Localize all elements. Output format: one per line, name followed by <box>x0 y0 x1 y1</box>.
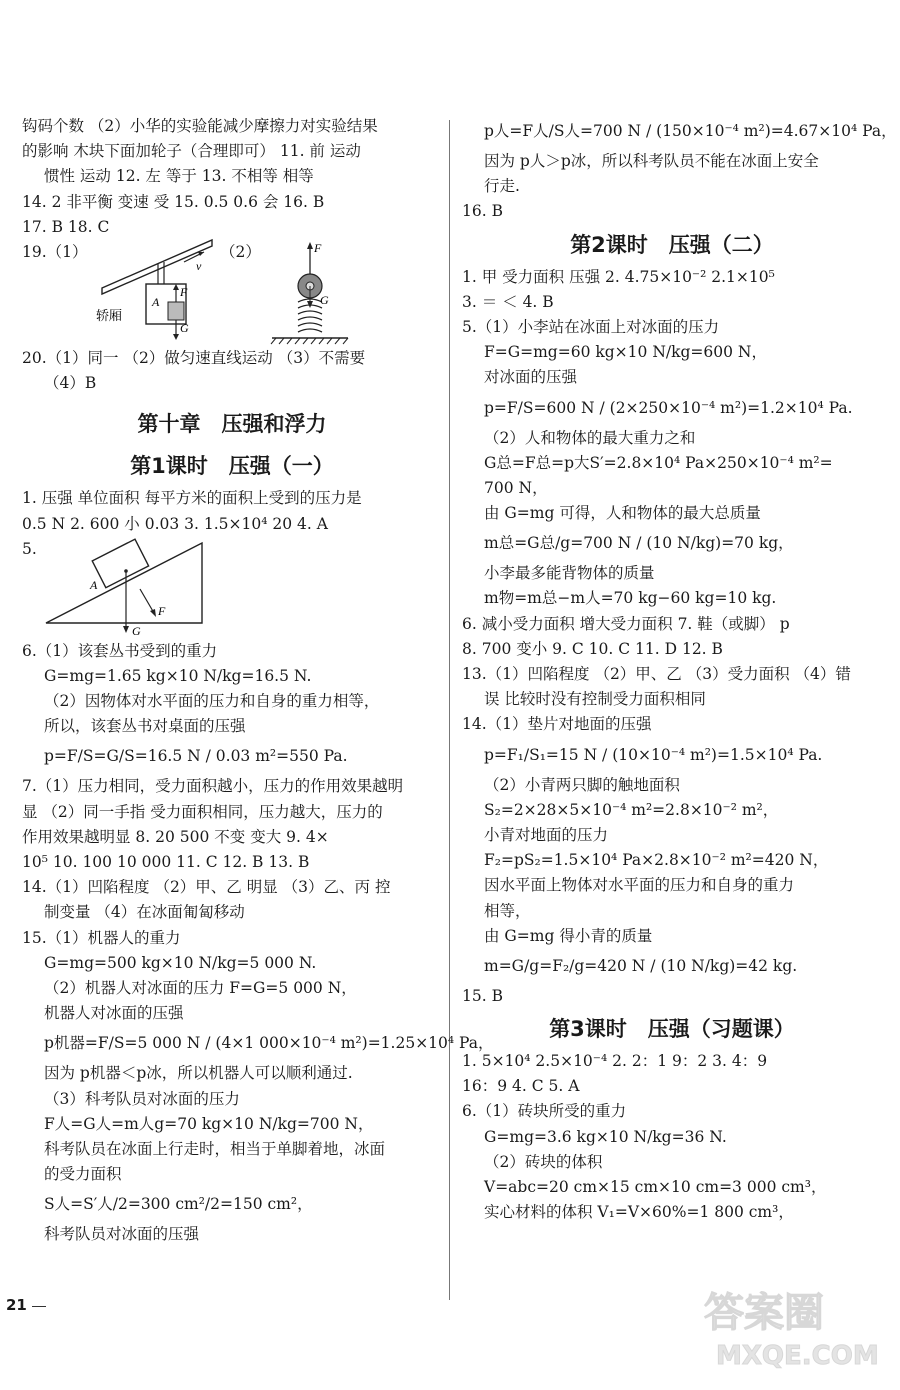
text-line: 8. 700 变小 9. C 10. C 11. D 12. B <box>462 639 723 658</box>
lesson-title: 第3课时 压强（习题课） <box>549 1017 795 1042</box>
text-line: 10⁵ 10. 100 10 000 11. C 12. B 13. B <box>22 853 310 871</box>
q19-label: 19.（1） <box>22 242 88 261</box>
text-line: 的影响 木块下面加轮子（合理即可） 11. 前 运动 <box>22 142 361 161</box>
text-line: 小青对地面的压力 <box>484 825 609 844</box>
text-line: 16：9 4. C 5. A <box>462 1077 580 1096</box>
formula-line: p=F/S=600 N / (2×250×10⁻⁴ m²)=1.2×10⁴ Pa. <box>484 398 853 417</box>
text-line: G总=F总=p大S′=2.8×10⁴ Pa×250×10⁻⁴ m²= <box>484 453 833 472</box>
text-line: V=abc=20 cm×15 cm×10 cm=3 000 cm³， <box>484 1178 827 1196</box>
svg-text:MXQE.COM: MXQE.COM <box>716 1341 879 1371</box>
text-line: 小李最多能背物体的质量 <box>484 564 655 583</box>
formula-line: p=F/S=G/S=16.5 N / 0.03 m²=550 Pa. <box>44 747 348 766</box>
watermark-logo <box>696 1282 886 1372</box>
text-line: （2）机器人对冰面的压力 F=G=5 000 N， <box>44 978 357 997</box>
text-line: 因为 p机器＜p冰，所以机器人可以顺利通过. <box>44 1064 353 1083</box>
text-line: 行走. <box>484 177 520 196</box>
page-number-dash <box>32 1306 46 1307</box>
text-line: 1. 5×10⁴ 2.5×10⁻⁴ 2. 2：1 9：2 3. 4：9 <box>462 1052 768 1071</box>
text-line: 13.（1）凹陷程度 （2）甲、乙 （3）受力面积 （4）错 <box>462 665 851 683</box>
svg-text:轿厢: 轿厢 <box>96 308 123 324</box>
text-line: （2）砖块的体积 <box>484 1152 603 1171</box>
elevator-figure <box>94 240 224 344</box>
text-line: 6.（1）该套丛书受到的重力 <box>22 641 218 660</box>
text-line: 显 （2）同一手指 受力面积相同，压力越大，压力的 <box>22 802 383 821</box>
text-line: 0.5 N 2. 600 小 0.03 3. 1.5×10⁴ 20 4. A <box>22 514 328 533</box>
text-line: 6. 减小受力面积 增大受力面积 7. 鞋（或脚） p <box>462 614 790 633</box>
text-line: 因为 p人＞p冰，所以科考队员不能在冰面上安全 <box>484 152 819 170</box>
text-line: （2）因物体对水平面的压力和自身的重力相等， <box>44 692 380 711</box>
text-line: 20.（1）同一 （2）做匀速直线运动 （3）不需要 <box>22 348 366 367</box>
svg-text:答案圈: 答案圈 <box>704 1290 824 1336</box>
text-line: 惯性 运动 12. 左 等于 13. 不相等 相等 <box>44 167 314 186</box>
text-line: 的受力面积 <box>44 1165 122 1184</box>
lesson-title: 第2课时 压强（二） <box>570 232 774 257</box>
text-line: F₂=pS₂=1.5×10⁴ Pa×2.8×10⁻² m²=420 N， <box>484 851 829 870</box>
text-line: 对冰面的压强 <box>484 368 578 387</box>
text-line: S₂=2×28×5×10⁻⁴ m²=2.8×10⁻² m²， <box>484 800 779 819</box>
page-number: 21 <box>6 1296 27 1314</box>
text-line: 因水平面上物体对水平面的压力和自身的重力 <box>484 876 795 895</box>
text-line: G=mg=500 kg×10 N/kg=5 000 N. <box>44 953 317 972</box>
svg-text:F: F <box>314 240 322 255</box>
text-line: 1. 压强 单位面积 每平方米的面积上受到的压力是 <box>22 489 362 508</box>
text-line: 14.（1）凹陷程度 （2）甲、乙 明显 （3）乙、丙 控 <box>22 878 391 897</box>
text-line: 科考队员在冰面上行走时，相当于单脚着地，冰面 <box>44 1139 386 1158</box>
text-line: 7.（1）压力相同，受力面积越小，压力的作用效果越明 <box>22 777 404 796</box>
text-line: 制变量 （4）在冰面匍匐移动 <box>44 903 245 922</box>
text-line: （4）B <box>44 374 97 393</box>
text-line: 实心材料的体积 V₁=V×60%=1 800 cm³， <box>484 1203 794 1222</box>
formula-line: S人=S′人/2=300 cm²/2=150 cm²， <box>44 1195 313 1214</box>
text-line: 6.（1）砖块所受的重力 <box>462 1102 627 1121</box>
text-line: 15. B <box>462 986 503 1005</box>
text-line: 机器人对冰面的压强 <box>44 1004 184 1023</box>
text-line: 14.（1）垫片对地面的压强 <box>462 715 652 734</box>
svg-text:F: F <box>180 284 188 299</box>
svg-text:v: v <box>196 258 202 273</box>
text-line: 钩码个数 （2）小华的实验能减少摩擦力对实验结果 <box>22 117 378 135</box>
text-line: F=G=mg=60 kg×10 N/kg=600 N， <box>484 343 767 362</box>
text-line: 15.（1）机器人的重力 <box>22 928 181 947</box>
q5-label: 5. <box>22 539 37 558</box>
text-line: m物=m总−m人=70 kg−60 kg=10 kg. <box>484 589 777 608</box>
lesson-title: 第1课时 压强（一） <box>130 454 334 479</box>
formula-line: p人=F人/S人=700 N / (150×10⁻⁴ m²)=4.67×10⁴ Pa， <box>484 122 897 140</box>
formula-line: m=G/g=F₂/g=420 N / (10 N/kg)=42 kg. <box>484 956 798 975</box>
svg-text:A: A <box>152 294 160 309</box>
text-line: 5.（1）小李站在冰面上对冰面的压力 <box>462 317 720 336</box>
right-column <box>462 114 897 1225</box>
text-line: 相等， <box>484 901 531 920</box>
svg-text:A: A <box>90 577 98 592</box>
svg-text:F: F <box>158 603 166 618</box>
q5-figure <box>22 537 442 639</box>
q19-figures <box>22 240 442 346</box>
formula-line: m总=G总/g=700 N / (10 N/kg)=70 kg， <box>484 534 794 553</box>
text-line: 由 G=mg 可得，人和物体的最大总质量 <box>484 504 761 523</box>
text-line: 700 N， <box>484 478 548 497</box>
text-line: （2）小青两只脚的触地面积 <box>484 775 680 794</box>
text-line: 所以，该套丛书对桌面的压强 <box>44 717 246 736</box>
text-line: G=mg=3.6 kg×10 N/kg=36 N. <box>484 1127 727 1146</box>
text-line: 作用效果越明显 8. 20 500 不变 变大 9. 4× <box>22 827 329 846</box>
svg-text:G: G <box>320 292 329 307</box>
formula-line: p机器=F/S=5 000 N / (4×1 000×10⁻⁴ m²)=1.25×10⁴ Pa， <box>44 1034 494 1053</box>
text-line: （2）人和物体的最大重力之和 <box>484 428 696 447</box>
text-line: 1. 甲 受力面积 压强 2. 4.75×10⁻² 2.1×10⁵ <box>462 267 775 286</box>
chapter-title: 第十章 压强和浮力 <box>137 412 327 437</box>
text-line: 由 G=mg 得小青的质量 <box>484 926 653 945</box>
formula-line: p=F₁/S₁=15 N / (10×10⁻⁴ m²)=1.5×10⁴ Pa. <box>484 745 823 764</box>
text-line: 14. 2 非平衡 变速 受 15. 0.5 0.6 会 16. B <box>22 192 325 211</box>
text-line: 17. B 18. C <box>22 217 110 236</box>
svg-text:G: G <box>132 623 141 638</box>
column-divider <box>449 120 450 1300</box>
text-line: 3. ＝ ＜ 4. B <box>462 292 554 311</box>
text-line: 科考队员对冰面的压强 <box>44 1225 200 1244</box>
text-line: F人=G人=m人g=70 kg×10 N/kg=700 N， <box>44 1114 374 1133</box>
svg-text:G: G <box>180 320 189 335</box>
incline-figure <box>42 537 212 637</box>
spring-figure <box>244 240 354 346</box>
text-line: 误 比较时没有控制受力面积相同 <box>484 690 706 709</box>
q19-label-2: （2） <box>220 242 261 261</box>
text-line: G=mg=1.65 kg×10 N/kg=16.5 N. <box>44 666 312 685</box>
text-line: 16. B <box>462 202 503 221</box>
text-line: （3）科考队员对冰面的压力 <box>44 1089 240 1108</box>
